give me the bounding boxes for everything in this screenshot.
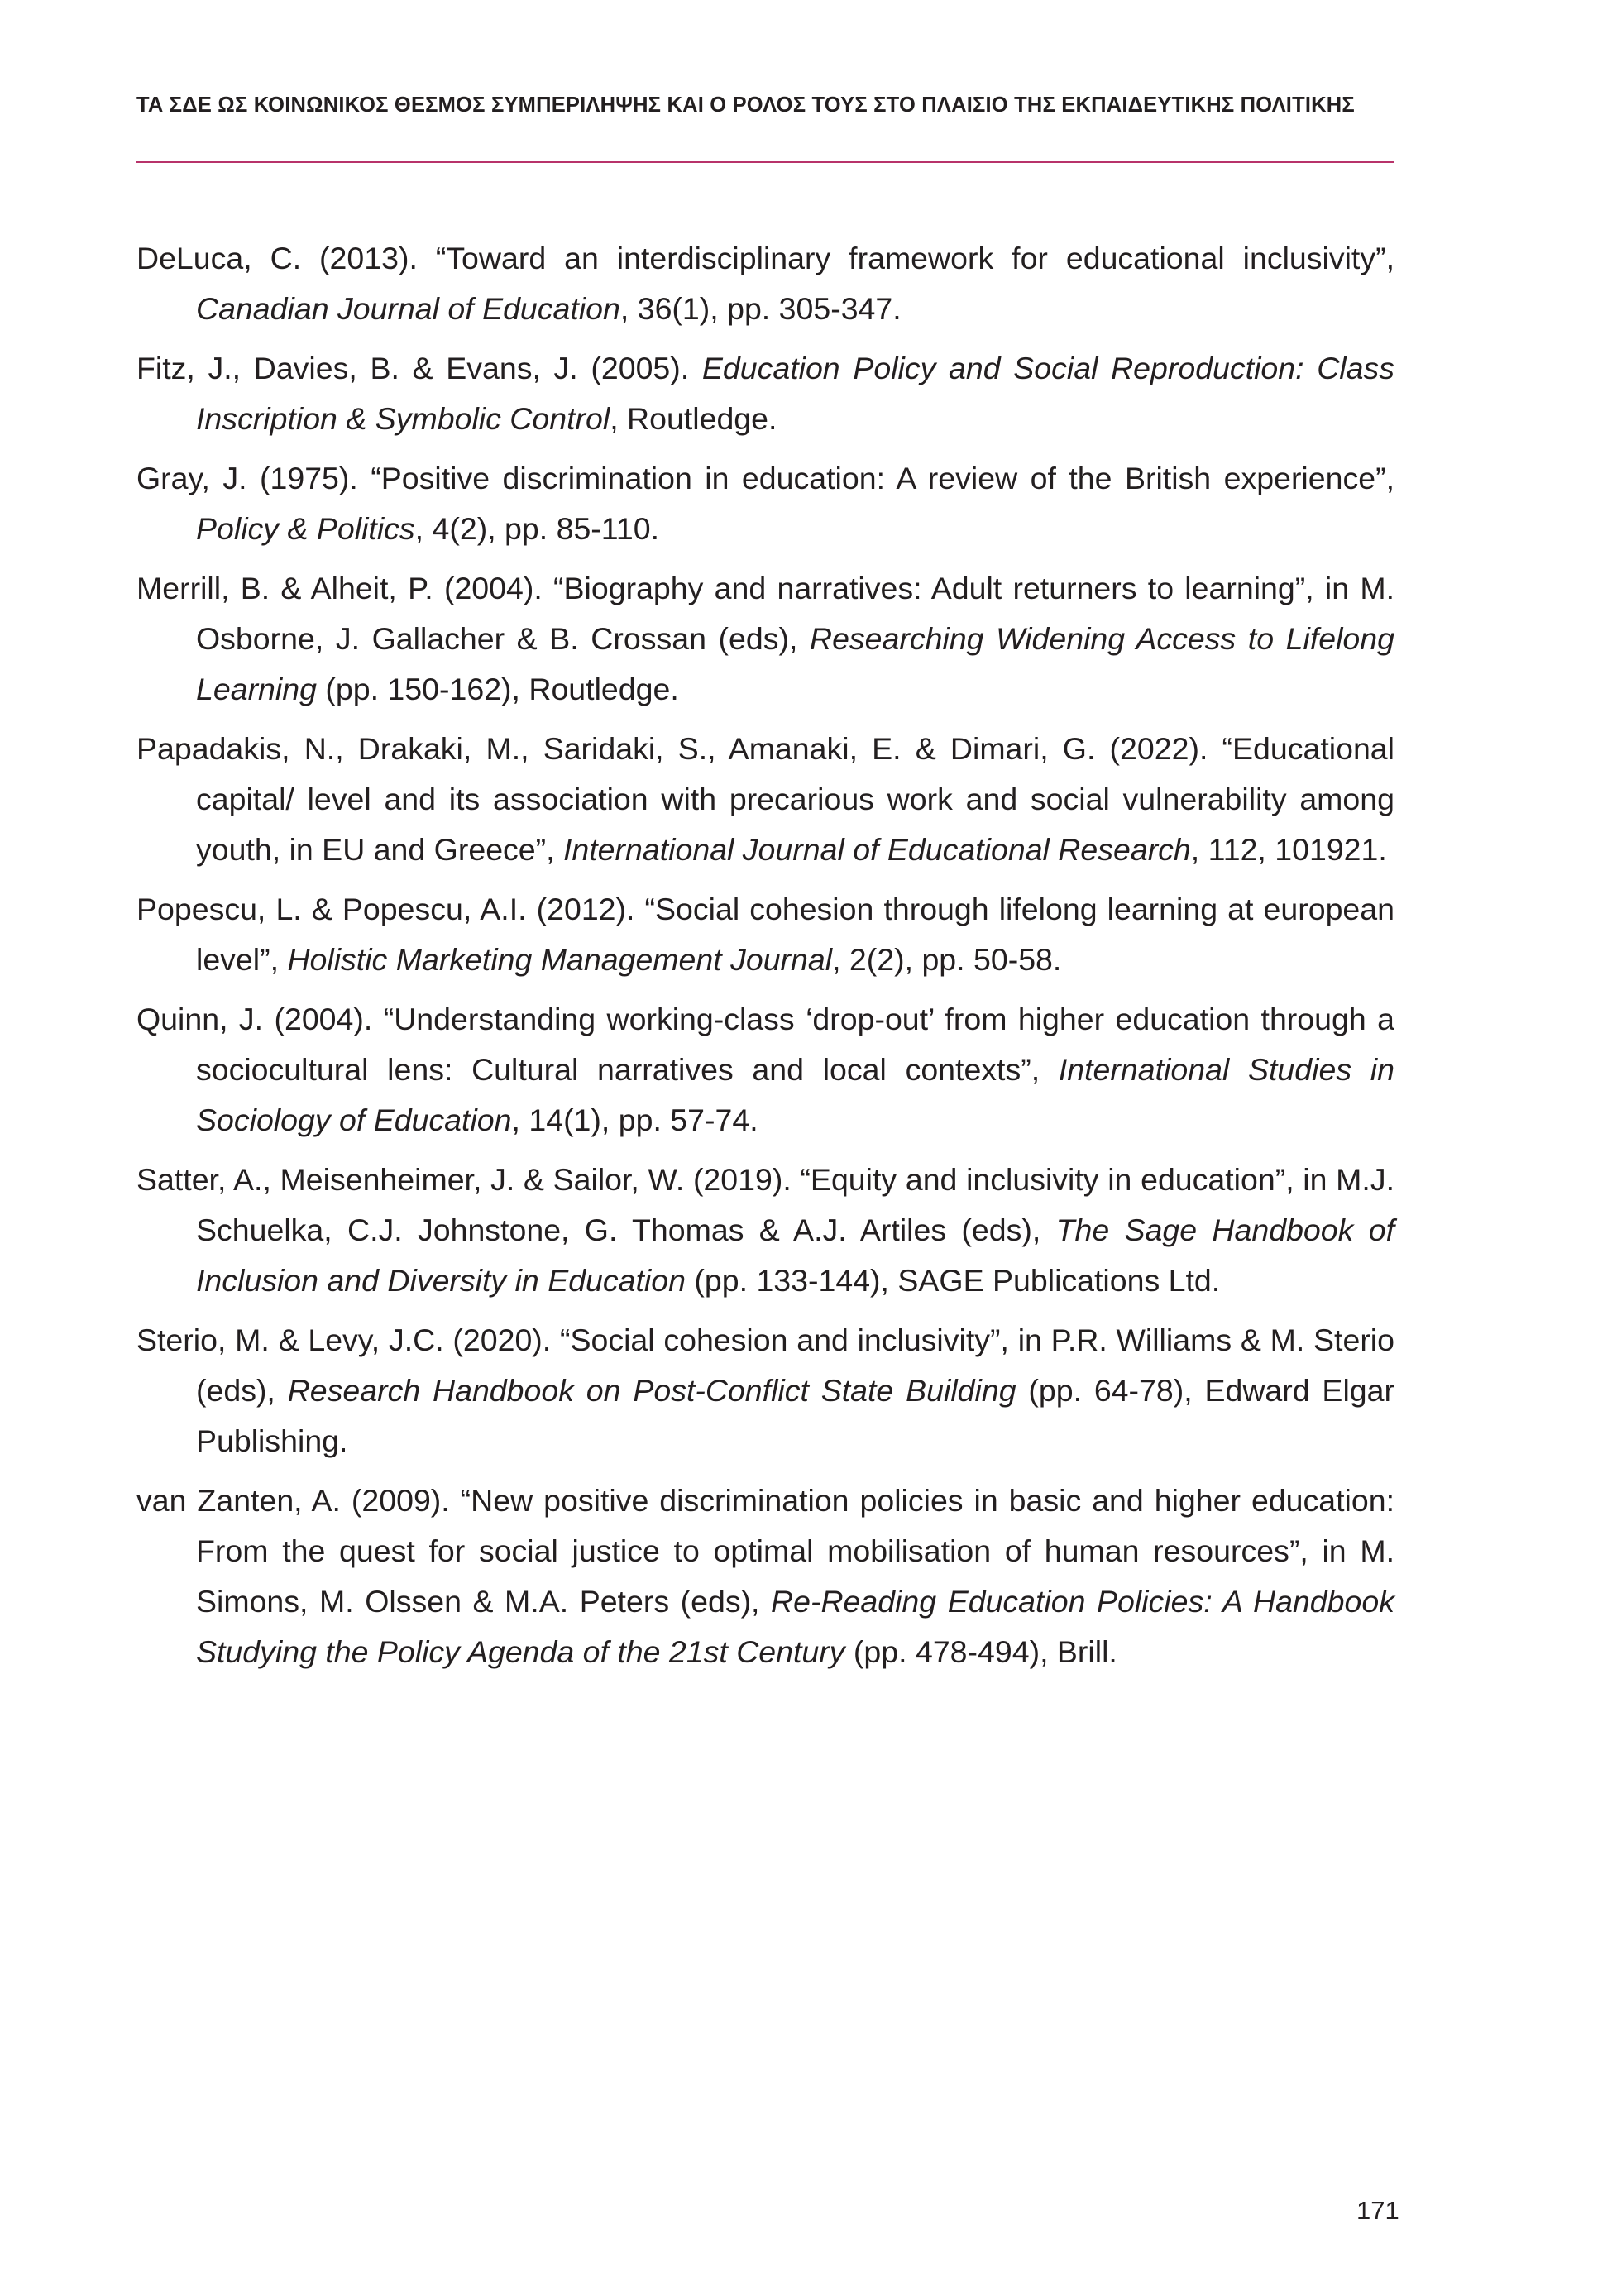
- reference-text: Popescu, L. & Popescu, A.I. (2012). “Social cohesion through lifelong learning at european level”,: [136, 892, 1394, 977]
- reference-entry: [136, 453, 1394, 554]
- reference-text: Satter, A., Meisenheimer, J. & Sailor, W. (2019). “Equity and inclusivity in education”, in M.J. Schuelka, C.J. Johnstone, G. Thomas & A.J. Artiles (eds),: [136, 1162, 1394, 1247]
- reference-title: The Sage Handbook of Inclusion and Diversity in Education: [196, 1213, 1394, 1298]
- reference-entry: [136, 1315, 1394, 1466]
- reference-entry: [136, 994, 1394, 1146]
- page-number: 171: [1356, 2196, 1399, 2225]
- reference-text: , 2(2), pp. 50-58.: [832, 942, 1062, 977]
- reference-entry: [136, 1476, 1394, 1677]
- reference-text: Merrill, B. & Alheit, P. (2004). “Biography and narratives: Adult returners to learning”, in M. Osborne, J. Gallacher & B. Crossan (eds),: [136, 571, 1394, 656]
- reference-entry: [136, 884, 1394, 985]
- reference-text: Fitz, J., Davies, B. & Evans, J. (2005).: [136, 351, 702, 385]
- reference-text: DeLuca, C. (2013). “Toward an interdisciplinary framework for educational inclusivity”,: [136, 241, 1394, 275]
- reference-title: Education Policy and Social Reproduction: Class Inscription & Symbolic Control: [196, 351, 1394, 436]
- reference-text: (pp. 133-144), SAGE Publications Ltd.: [685, 1263, 1221, 1298]
- header-rule: [136, 161, 1394, 163]
- reference-title: Canadian Journal of Education: [196, 291, 620, 326]
- reference-title: Holistic Marketing Management Journal: [287, 942, 833, 977]
- reference-text: , 14(1), pp. 57-74.: [511, 1103, 758, 1137]
- reference-title: Researching Widening Access to Lifelong Learning: [196, 621, 1394, 706]
- reference-title: International Journal of Educational Research: [562, 832, 1191, 867]
- running-header: ΤΑ ΣΔΕ ΩΣ ΚΟΙΝΩΝΙΚΟΣ ΘΕΣΜΟΣ ΣΥΜΠΕΡΙΛΗΨΗΣ ΚΑΙ Ο ΡΟΛΟΣ ΤΟΥΣ ΣΤΟ ΠΛΑΙΣΙΟ ΤΗΣ ΕΚΠΑΙΔΕΥΤΙΚΗΣ ΠΟΛΙΤΙΚΗΣ: [136, 93, 1355, 117]
- reference-title: Re-Reading Education Policies: A Handbook Studying the Policy Agenda of the 21st Century: [196, 1584, 1394, 1669]
- reference-text: , Routledge.: [610, 401, 777, 436]
- reference-list: [136, 233, 1394, 1686]
- reference-text: , 112, 101921.: [1190, 832, 1387, 867]
- reference-text: Quinn, J. (2004). “Understanding working-class ‘drop-out’ from higher education through a sociocultural lens: Cultural narratives and local contexts”,: [136, 1002, 1394, 1087]
- reference-text: Gray, J. (1975). “Positive discrimination in education: A review of the British experience”,: [136, 461, 1394, 495]
- reference-text: (pp. 150-162), Routledge.: [316, 672, 679, 706]
- reference-entry: [136, 343, 1394, 444]
- reference-text: (pp. 478-494), Brill.: [844, 1634, 1117, 1669]
- reference-text: (pp. 64-78), Edward Elgar Publishing.: [196, 1373, 1394, 1458]
- reference-text: , 4(2), pp. 85-110.: [414, 511, 659, 546]
- reference-text: , 36(1), pp. 305-347.: [619, 291, 902, 326]
- reference-title: Research Handbook on Post-Conflict State Building: [287, 1373, 1016, 1408]
- reference-title: Policy & Politics: [196, 511, 415, 546]
- reference-text: van Zanten, A. (2009). “New positive discrimination policies in basic and higher education: From the quest for social justice to optimal mobilisation of human resources”, in M. Simons, M. Olssen & M.A. Peters (eds),: [136, 1483, 1394, 1619]
- reference-text: Sterio, M. & Levy, J.C. (2020). “Social cohesion and inclusivity”, in P.R. Williams & M. Sterio (eds),: [136, 1323, 1394, 1408]
- reference-entry: [136, 1155, 1394, 1306]
- reference-text: Papadakis, N., Drakaki, M., Saridaki, S., Amanaki, E. & Dimari, G. (2022). “Educational capital/ level and its association with precarious work and social vulnerability among youth, in EU and Greece”,: [136, 731, 1394, 867]
- reference-title: International Studies in Sociology of Education: [196, 1052, 1394, 1137]
- reference-entry: [136, 563, 1394, 715]
- reference-entry: [136, 724, 1394, 875]
- reference-entry: [136, 233, 1394, 334]
